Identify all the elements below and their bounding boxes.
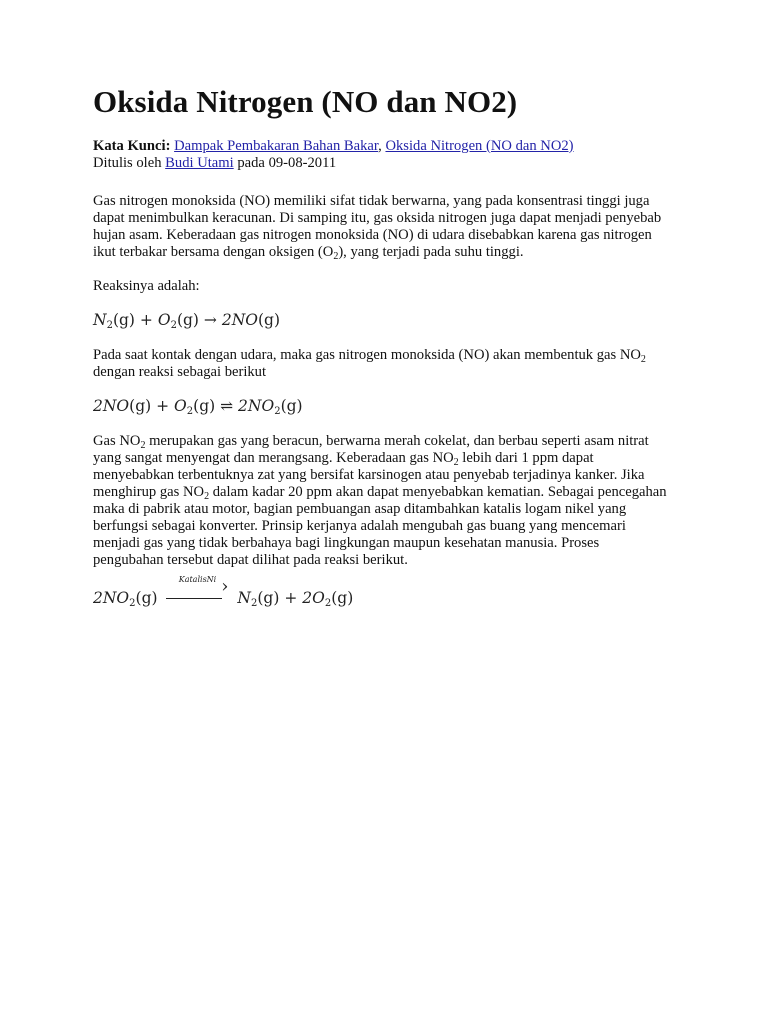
eq-sub: 2 (170, 320, 177, 331)
publish-date: 09-08-2011 (268, 155, 337, 171)
subscript: 2 (140, 440, 146, 451)
text: Gas nitrogen monoksida (NO) memiliki sifat tidak berwarna, yang pada konsentrasi tinggi juga dapat menimbulkan keracunan. Di samping itu, gas oksida nitrogen juga dapat menjadi penyebab hujan asam. Keberadaan gas nitrogen monoksida (NO) di udara disebabkan karena gas nitrogen ikut terbakar bersama dengan oksigen (O (93, 193, 662, 260)
text: dengan reaksi sebagai berikut (93, 364, 267, 380)
written-by-label: Ditulis oleh (93, 155, 162, 171)
eq-state: (g) (135, 589, 158, 607)
subscript: 2 (640, 354, 646, 365)
keyword-link-oksida-nitrogen[interactable]: Oksida Nitrogen (NO dan NO2) (385, 138, 574, 154)
eq-state: (g) (112, 311, 135, 329)
keywords-label: Kata Kunci: (93, 138, 171, 154)
eq-state: (g) (129, 397, 152, 415)
eq-sub: 2 (129, 598, 136, 609)
article-meta (93, 138, 673, 172)
eq-term: N (93, 311, 107, 329)
paragraph-contact-air (93, 347, 673, 381)
eq-sub: 2 (274, 406, 281, 417)
eq-term: 2NO (238, 397, 275, 415)
eq-sub: 2 (324, 598, 332, 609)
article (93, 82, 673, 609)
text: Pada saat kontak dengan udara, maka gas nitrogen monoksida (NO) akan membentuk gas NO (93, 347, 641, 363)
eq-term: O (174, 397, 187, 415)
eq-term: 2NO (93, 589, 130, 607)
eq-sub: 2 (186, 406, 194, 417)
subscript: 2 (333, 251, 339, 262)
eq-state: (g) (280, 397, 303, 415)
eq-term: 2O (302, 589, 325, 607)
subscript: 2 (453, 457, 459, 468)
paragraph-intro (93, 193, 673, 261)
arrow-right-icon (166, 587, 228, 609)
eq-sub: 2 (106, 320, 113, 331)
paragraph-no2-effects (93, 433, 673, 569)
page-title: Oksida Nitrogen (NO dan NO2) (93, 84, 518, 119)
equation-1 (93, 309, 673, 331)
eq-state: (g) (193, 397, 216, 415)
text: ), yang terjadi pada suhu tinggi. (338, 244, 524, 260)
eq-term: 2NO (221, 311, 258, 329)
paragraph-reaction-label: Reaksinya adalah: (93, 278, 200, 294)
eq-plus: + (139, 311, 153, 329)
eq-plus: + (284, 589, 298, 607)
date-prefix: pada (237, 155, 265, 171)
equation-3 (93, 575, 673, 609)
text: Gas NO (93, 433, 141, 449)
keyword-link-dampak-pembakaran[interactable]: Dampak Pembakaran Bahan Bakar (174, 138, 379, 154)
subscript: 2 (204, 491, 210, 502)
eq-state: (g) (176, 311, 199, 329)
eq-state: (g) (257, 311, 281, 329)
eq-plus: + (156, 397, 170, 415)
equation-2 (93, 395, 673, 417)
catalyst-label: KatalisNi (178, 575, 217, 584)
text: dalam kadar 20 ppm akan dapat menyebabkan kematian. Sebagai pencegahan maka di pabrik atau motor, bagian pembuangan asap ditambahkan katalis logam nikel yang berfungsi sebagai konverter. Prinsip kerjanya adalah mengubah gas buang yang mencemari menjadi gas yang tidak berbahaya bagi lingkungan maupun kesehatan manusia. Proses pengubahan tersebut dapat dilihat pada reaksi berikut. (93, 484, 667, 568)
eq-state: (g) (331, 589, 354, 607)
keywords-line (93, 138, 673, 155)
eq-term: 2NO (93, 397, 130, 415)
text: lebih dari 1 ppm dapat menyebabkan terbentuknya zat yang bersifat karsinogen atau penyebab terjadinya kanker. Jika menghirup gas NO (93, 450, 645, 500)
eq-state: (g) (257, 589, 280, 607)
eq-term: O (157, 311, 171, 329)
catalyst-arrow (166, 575, 228, 609)
eq-sub: 2 (250, 598, 258, 609)
text: merupakan gas yang beracun, berwarna merah cokelat, dan berbau seperti asam nitrat yang sangat menyengat dan merangsang. Keberadaan gas NO (93, 433, 649, 466)
author-line (93, 155, 673, 172)
eq-arrow: → (203, 311, 217, 329)
keyword-separator: , (378, 138, 382, 154)
author-link[interactable]: Budi Utami (165, 155, 234, 171)
eq-equilibrium-arrow: ⇌ (220, 397, 234, 415)
eq-term: N (237, 589, 251, 607)
